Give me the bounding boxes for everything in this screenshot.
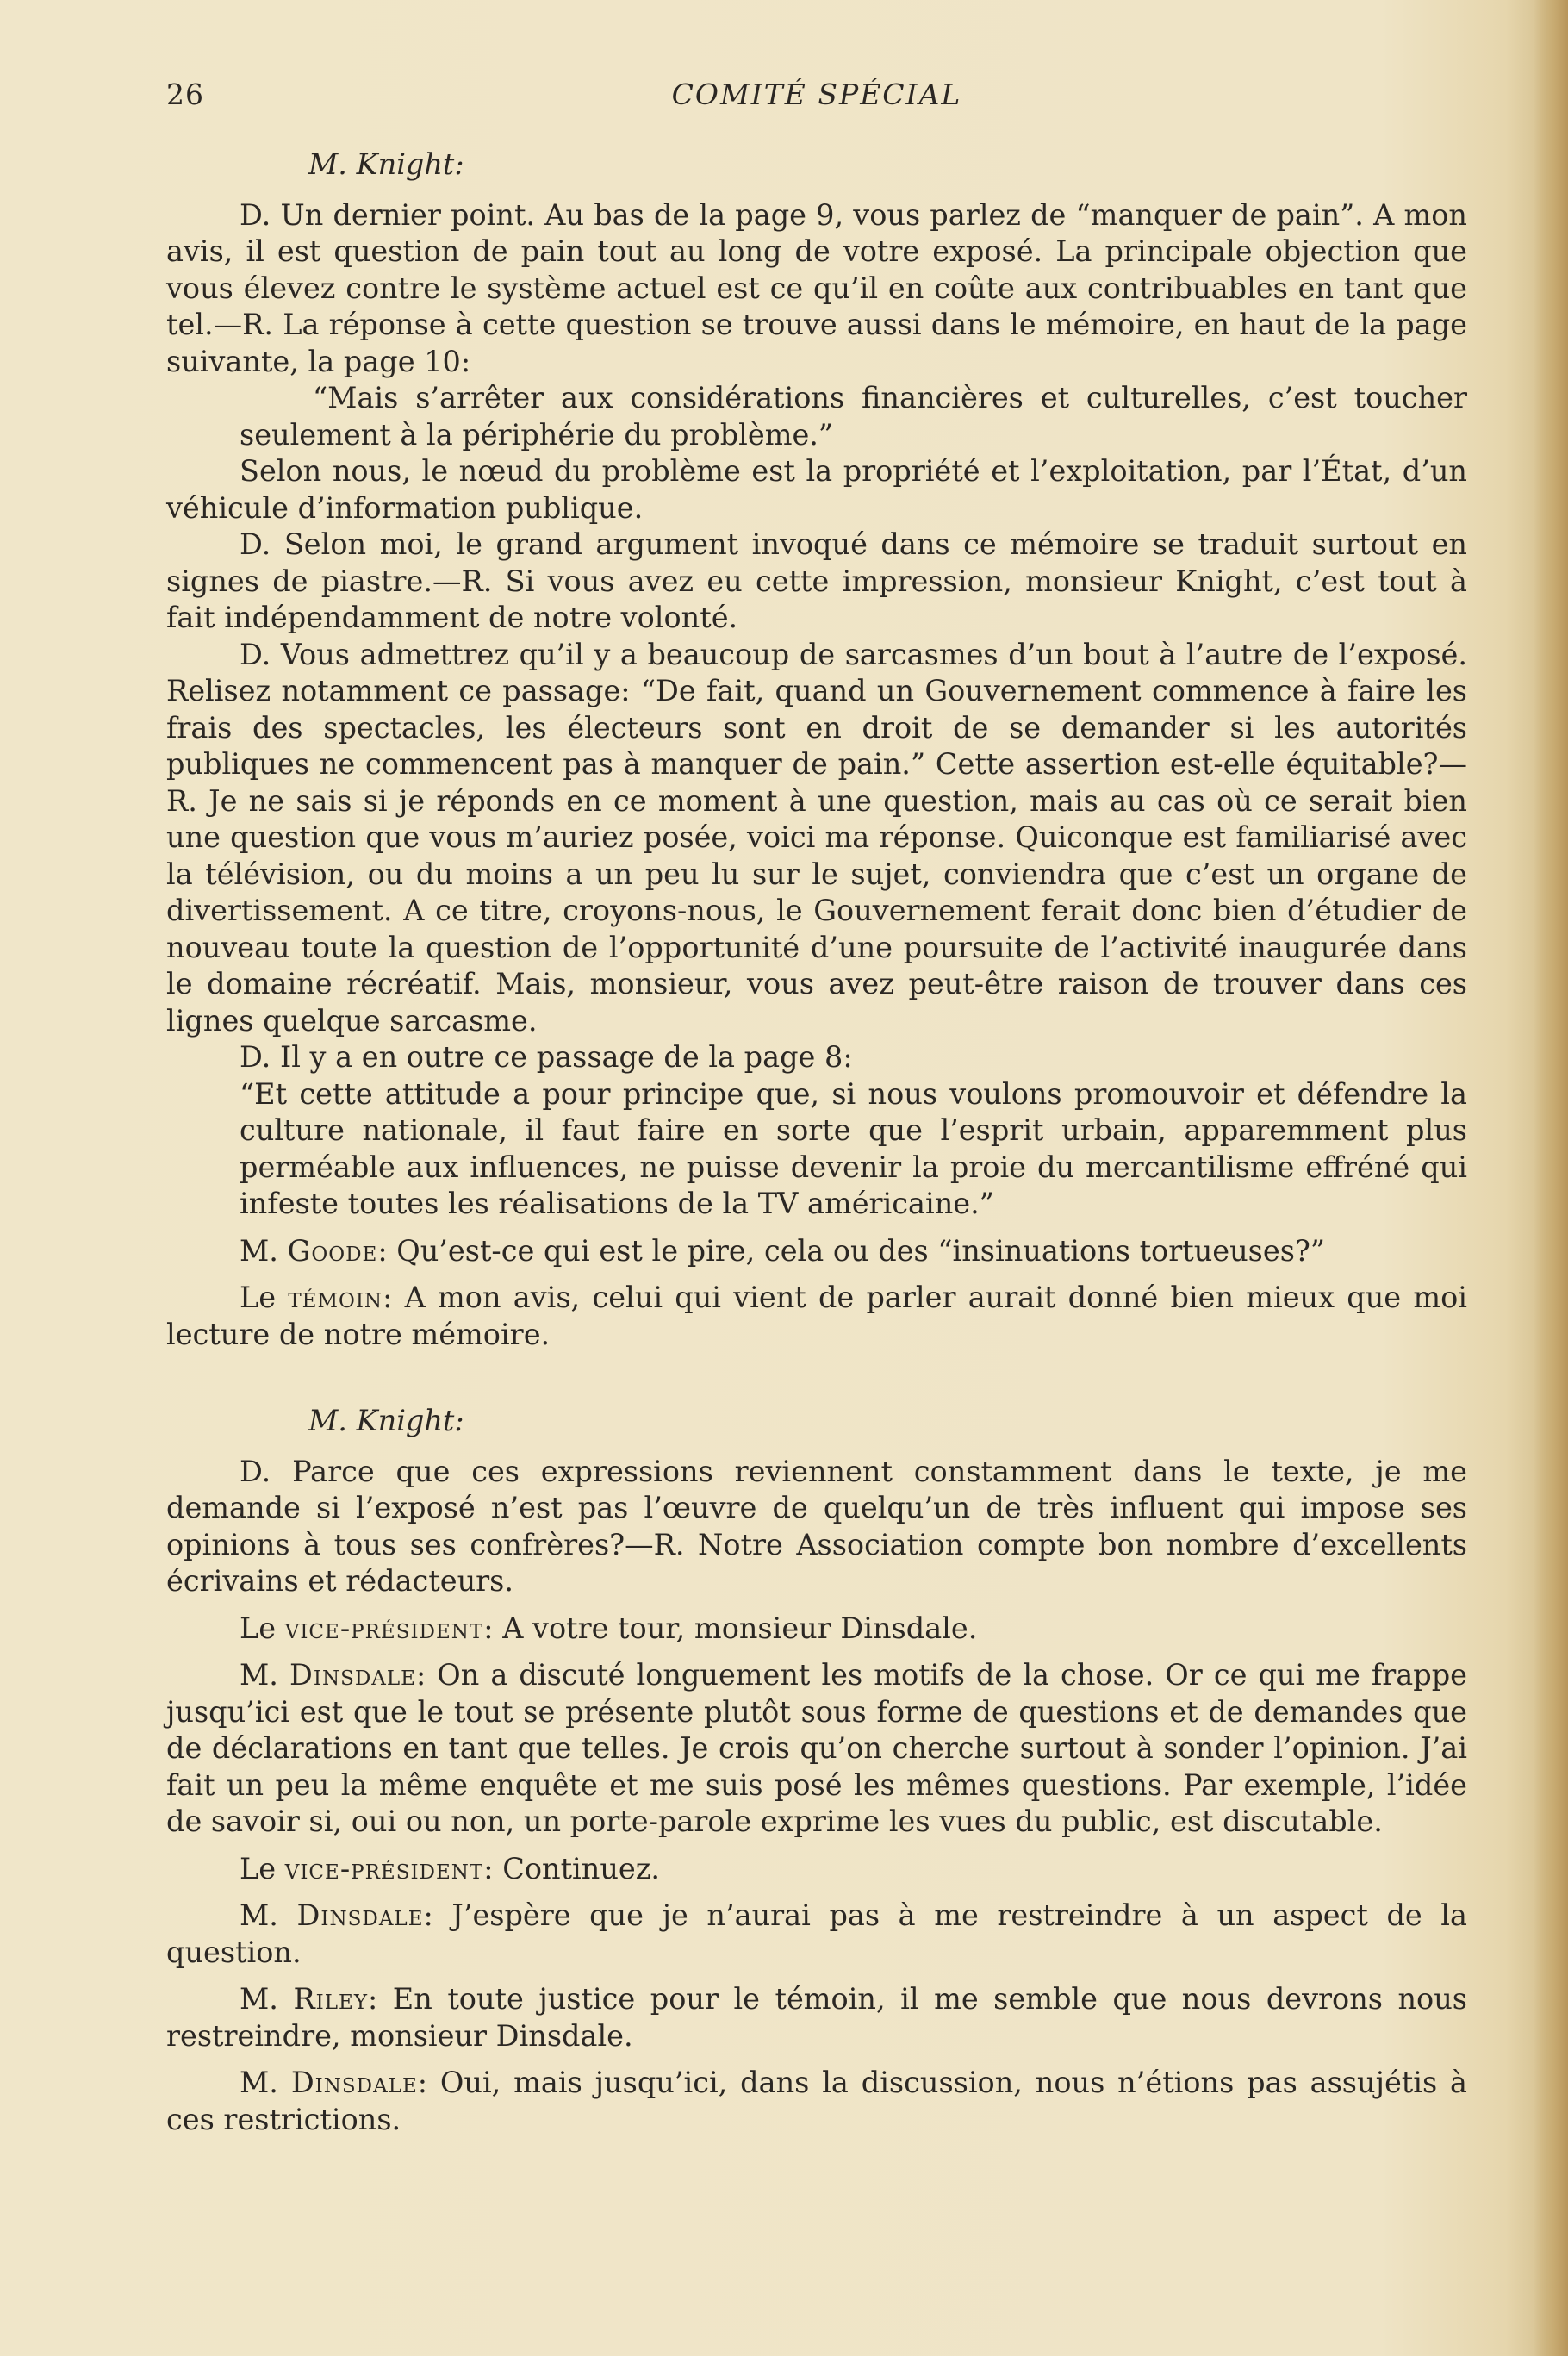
page-number: 26 xyxy=(166,78,204,111)
speaker-name: vice-président xyxy=(284,1611,484,1645)
quotation-block: “Et cette attitude a pour principe que, si nous voulons promouvoir et défendre la culture nationale, il faut faire en sorte que l’esprit urbain, apparemment plus perméable aux influences, ne puisse devenir la proie du mercantilisme effréné qui infeste toutes les réalisations de la TV américaine.” xyxy=(240,1076,1467,1220)
running-title: COMITÉ SPÉCIAL xyxy=(671,78,962,111)
dialogue-paragraph xyxy=(166,2065,1467,2138)
speaker-prefix: Le xyxy=(240,1281,289,1314)
speaker-prefix: M. xyxy=(240,1898,297,1932)
speaker-name: témoin xyxy=(288,1281,383,1314)
speaker-heading: M. Knight: xyxy=(308,147,464,181)
speaker-prefix: M. xyxy=(240,1982,294,2016)
running-header xyxy=(166,78,1467,121)
speaker-name: Goode xyxy=(287,1233,378,1268)
speech-text: : On a discuté longuement les motifs de la chose. Or ce qui me frappe jusqu’ici est que le tout se présente plutôt sous forme de questions et de demandes que de déclarations en tant que telles. Je crois qu’on cherche surtout à sonder l’opinion. J’ai fait un peu la même enquête et me suis posé les mêmes questions. Par exemple, l’idée de savoir si, oui ou non, un porte-parole exprime les vues du public, est discutable. xyxy=(166,1658,1467,1838)
speech-text: : A votre tour, monsieur Dinsdale. xyxy=(483,1611,978,1645)
speaker-prefix: M. xyxy=(240,1658,290,1692)
speaker-prefix: Le xyxy=(240,1851,285,1885)
paragraph: D. Il y a en outre ce passage de la page 8: xyxy=(240,1040,853,1074)
speech-text: : Qu’est-ce qui est le pire, cela ou des “insinuations tortueuses?” xyxy=(377,1233,1325,1268)
dialogue-paragraph xyxy=(166,1851,1467,1888)
page-edge-shadow xyxy=(1534,0,1568,2356)
dialogue-paragraph xyxy=(166,1981,1467,2054)
quotation: “Mais s’arrêter aux considérations financières et culturelles, c’est toucher seulement à la périphérie du problème.” xyxy=(240,381,1467,452)
speech-text: : Oui, mais jusqu’ici, dans la discussion, nous n’étions pas assujétis à ces restrictions. xyxy=(166,2066,1467,2136)
speaker-name: Riley xyxy=(293,1982,369,2016)
paragraph: D. Un dernier point. Au bas de la page 9, vous parlez de “manquer de pain”. A mon avis, il est question de pain tout au long de votre exposé. La principale objection que vous élevez contre le système actuel est ce qu’il en coûte aux contribuables en tant que tel.—R. La réponse à cette question se trouve aussi dans le mémoire, en haut de la page suivante, la page 10: xyxy=(166,197,1467,378)
speaker-prefix: M. xyxy=(240,2066,291,2099)
speaker-name: Dinsdale xyxy=(290,2066,418,2099)
paragraph: D. Vous admettrez qu’il y a beaucoup de sarcasmes d’un bout à l’autre de l’exposé. Relisez notamment ce passage: “De fait, quand un Gouvernement commence à faire les frais des spectacles, les électeurs sont en droit de se demander si les autorités publiques ne commencent pas à manquer de pain.” Cette assertion est-elle équitable?—R. Je ne sais si je réponds en ce moment à une question, mais au cas où ce serait bien une question que vous m’auriez posée, voici ma réponse. Quiconque est familiarisé avec la télévision, ou du moins a un peu lu sur le sujet, conviendra que c’est un organe de divertissement. A ce titre, croyons-nous, le Gouvernement ferait donc bien d’étudier de nouveau toute la question de l’opportunité d’une poursuite de l’activité inaugurée dans le domaine récréatif. Mais, monsieur, vous avez peut-être raison de trouver dans ces lignes quelque sarcasme. xyxy=(166,637,1467,1038)
dialogue-paragraph xyxy=(166,1280,1467,1353)
transcript-body xyxy=(166,146,1467,2138)
dialogue-paragraph xyxy=(166,1657,1467,1841)
speaker-prefix: M. xyxy=(240,1233,288,1268)
speaker-prefix: Le xyxy=(240,1611,285,1645)
dialogue-paragraph xyxy=(166,1898,1467,1971)
dialogue-paragraph xyxy=(166,1233,1467,1270)
paragraph: D. Parce que ces expressions reviennent constamment dans le texte, je me demande si l’exposé n’est pas l’œuvre de quelqu’un de très influent qui impose ses opinions à tous ses confrères?—R. Notre Association compte bon nombre d’excellents écrivains et rédacteurs. xyxy=(166,1454,1467,1598)
speaker-heading: M. Knight: xyxy=(308,1404,464,1437)
speaker-name: vice-président xyxy=(284,1851,484,1885)
speaker-name: Dinsdale xyxy=(289,1658,416,1692)
speech-text: : Continuez. xyxy=(483,1851,661,1885)
speaker-name: Dinsdale xyxy=(296,1898,424,1932)
paragraph: Selon nous, le nœud du problème est la propriété et l’exploitation, par l’État, d’un véhicule d’information publique. xyxy=(166,454,1467,525)
paragraph: D. Selon moi, le grand argument invoqué dans ce mémoire se traduit surtout en signes de piastre.—R. Si vous avez eu cette impression, monsieur Knight, c’est tout à fait indépendamment de notre volonté. xyxy=(166,527,1467,634)
speech-text: : A mon avis, celui qui vient de parler aurait donné bien mieux que moi lecture de notre mémoire. xyxy=(166,1281,1467,1351)
speech-text: : J’espère que je n’aurai pas à me restreindre à un aspect de la question. xyxy=(166,1898,1467,1969)
dialogue-paragraph xyxy=(166,1611,1467,1648)
speech-text: : En toute justice pour le témoin, il me semble que nous devrons nous restreindre, monsieur Dinsdale. xyxy=(166,1982,1467,2053)
